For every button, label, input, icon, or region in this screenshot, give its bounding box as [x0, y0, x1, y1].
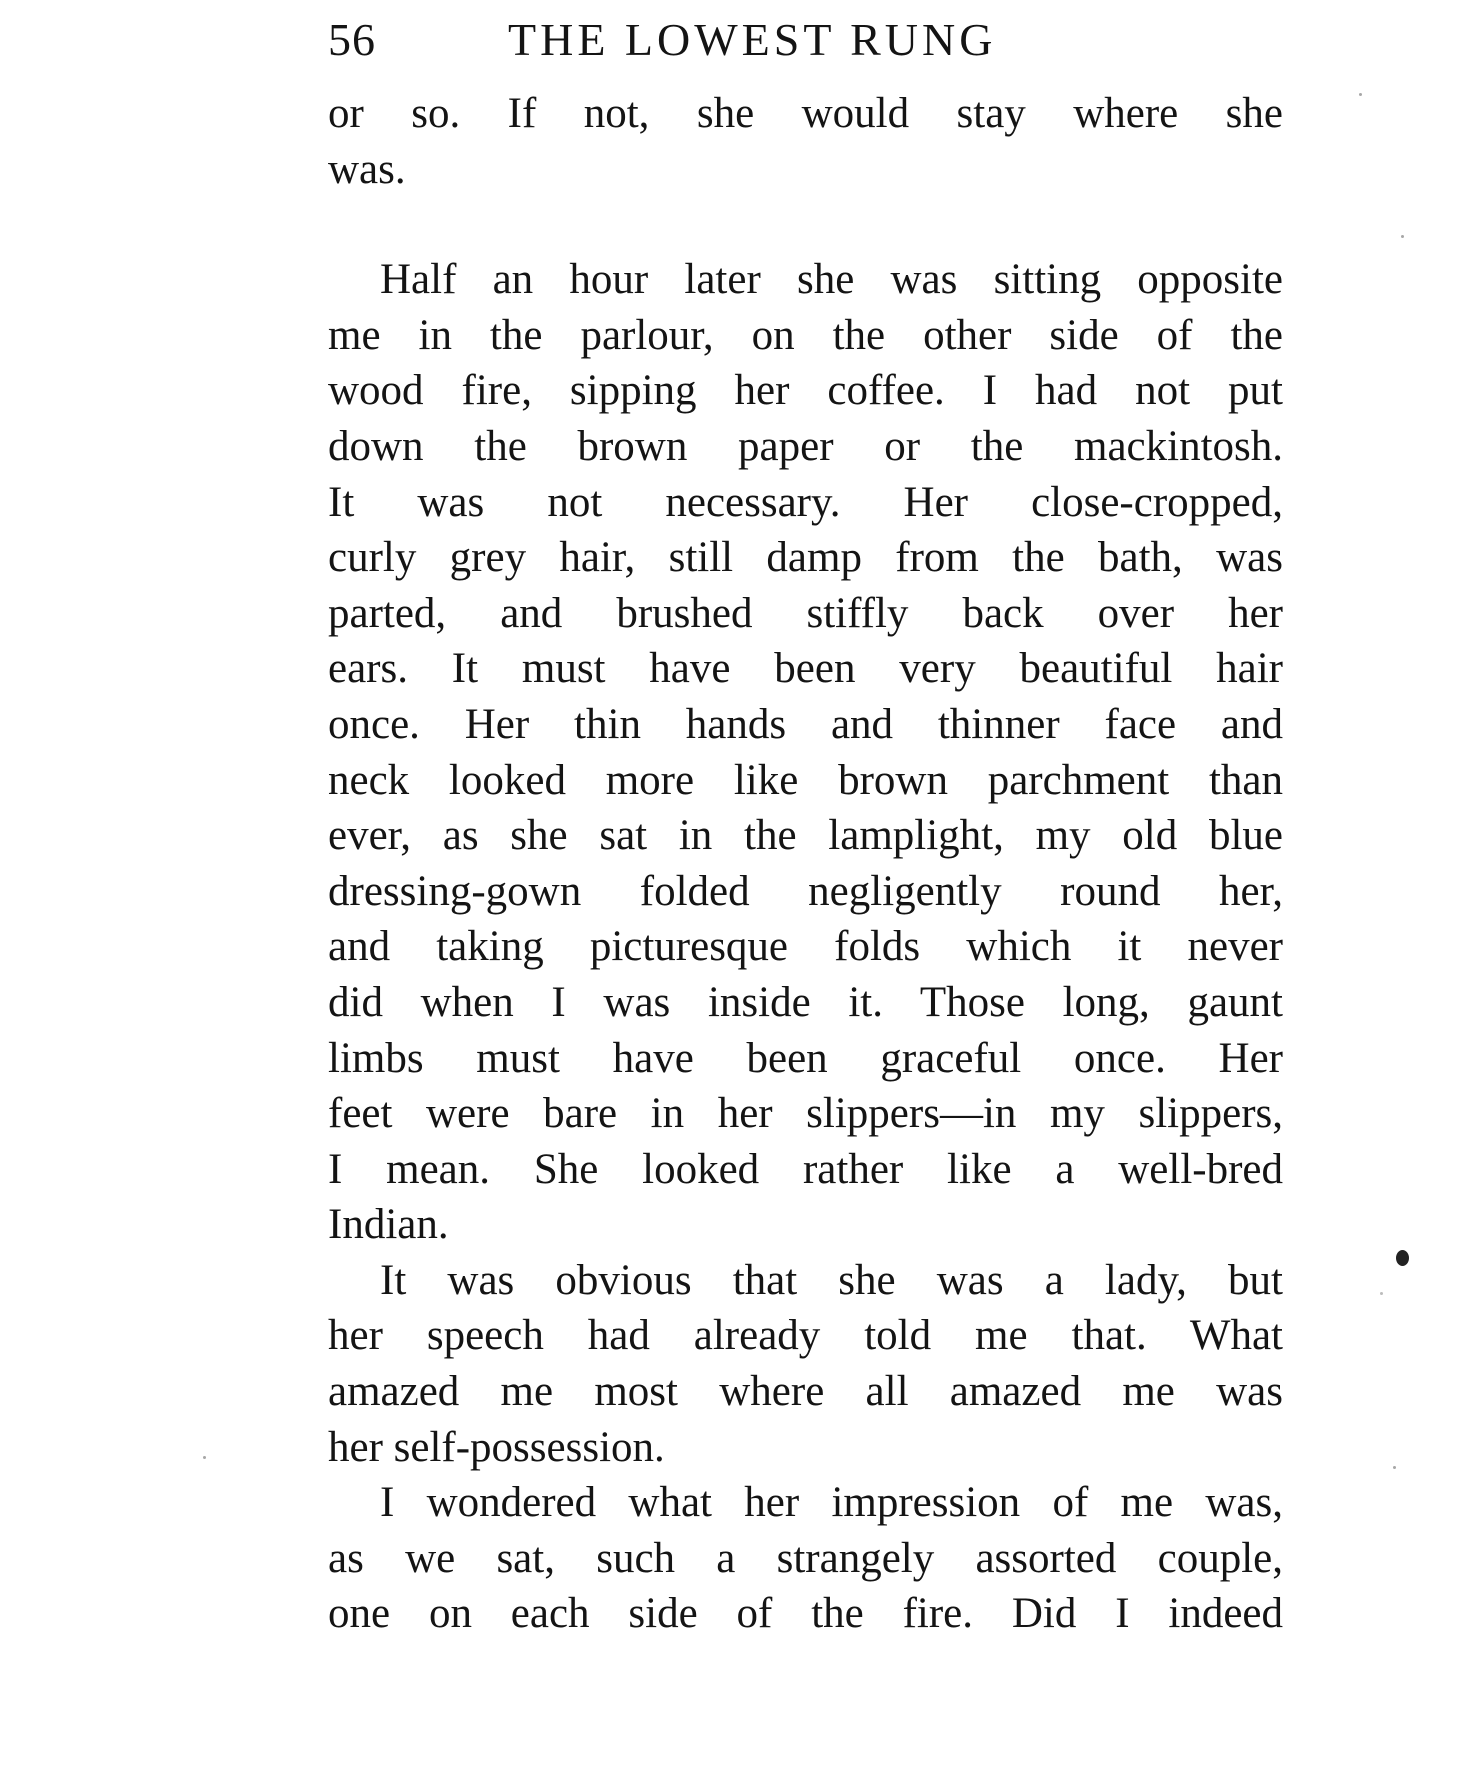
text-line: did when I was inside it. Those long, gaunt — [328, 978, 1283, 1026]
ink-speck — [1380, 1292, 1383, 1295]
paragraph — [328, 1253, 1283, 1475]
page-number: 56 — [328, 14, 376, 65]
text-line: Half an hour later she was sitting opposite — [380, 256, 1283, 304]
text-line: neck looked more like brown parchment than — [328, 756, 1283, 804]
text-line: curly grey hair, still damp from the bath, was — [328, 534, 1283, 582]
text-line: me in the parlour, on the other side of the — [328, 311, 1283, 359]
running-head — [328, 10, 1283, 70]
text-line: once. Her thin hands and thinner face and — [328, 700, 1283, 748]
ink-speck — [203, 1456, 206, 1459]
paragraph — [328, 1475, 1283, 1642]
text-line: amazed me most where all amazed me was — [328, 1368, 1283, 1416]
text-line: ever, as she sat in the lamplight, my old blue — [328, 812, 1283, 860]
ink-speck — [1359, 93, 1362, 96]
paragraph — [328, 252, 1283, 1253]
text-line: one on each side of the fire. Did I indeed — [328, 1590, 1283, 1638]
text-line: her speech had already told me that. What — [328, 1312, 1283, 1360]
ink-speck — [1393, 1466, 1396, 1469]
text-line: I mean. She looked rather like a well-bred — [328, 1145, 1283, 1193]
running-title: THE LOWEST RUNG — [508, 14, 997, 65]
text-line: wood fire, sipping her coffee. I had not put — [328, 367, 1283, 415]
text-line: feet were bare in her slippers—in my slippers, — [328, 1090, 1283, 1138]
text-line: or so. If not, she would stay where she — [328, 90, 1283, 137]
text-line: parted, and brushed stiffly back over her — [328, 589, 1283, 637]
text-line: Indian. — [328, 1201, 449, 1249]
text-line: ears. It must have been very beautiful hair — [328, 645, 1283, 693]
text-line: down the brown paper or the mackintosh. — [328, 422, 1283, 470]
text-line: her self-possession. — [328, 1423, 665, 1471]
section-gap — [328, 197, 1283, 252]
paragraph-continued — [328, 86, 1283, 197]
body-text — [328, 86, 1283, 1642]
text-line: I wondered what her impression of me was, — [380, 1479, 1283, 1527]
text-line: as we sat, such a strangely assorted couple, — [328, 1534, 1283, 1582]
text-line: dressing-gown folded negligently round her, — [328, 867, 1283, 915]
ink-speck — [1396, 1250, 1409, 1266]
ink-speck — [1401, 235, 1404, 238]
text-line: It was not necessary. Her close-cropped, — [328, 478, 1283, 526]
text-line: was. — [328, 145, 406, 193]
text-line: limbs must have been graceful once. Her — [328, 1034, 1283, 1082]
text-line: It was obvious that she was a lady, but — [380, 1256, 1283, 1304]
text-line: and taking picturesque folds which it never — [328, 923, 1283, 971]
